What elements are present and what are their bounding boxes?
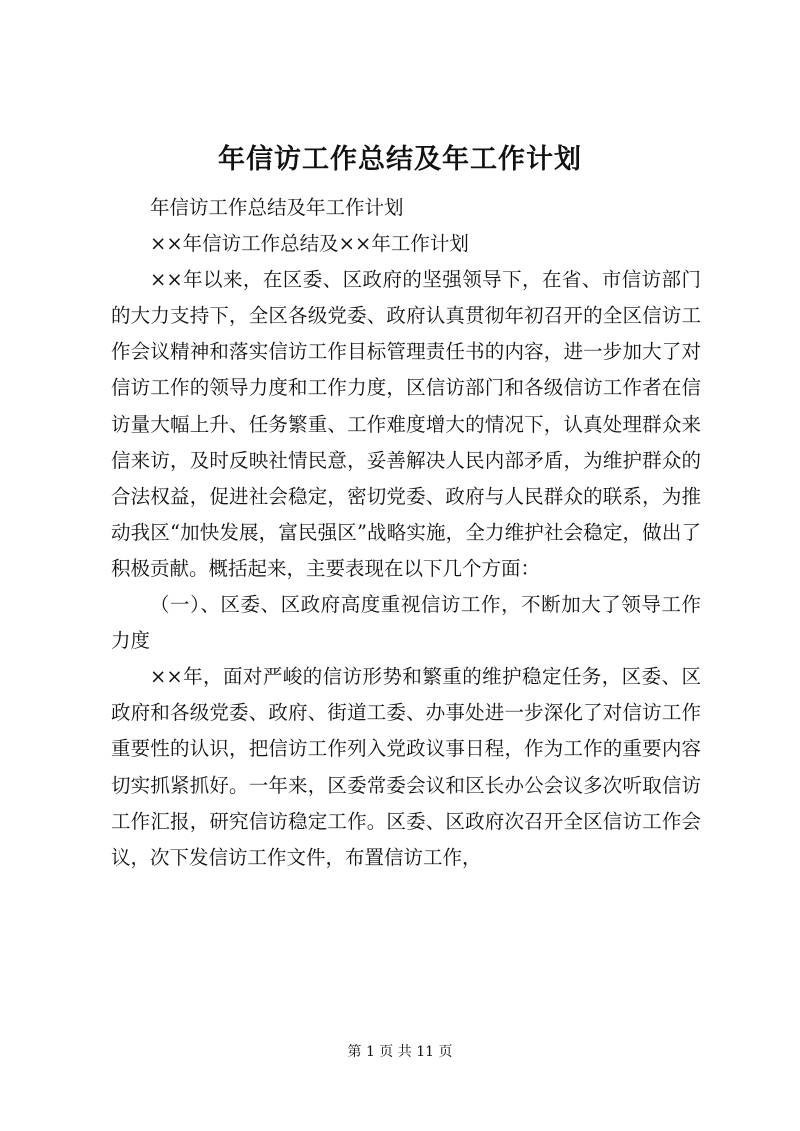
document-body <box>111 190 701 876</box>
paragraph-section-body: ××年，面对严峻的信访形势和繁重的维护稳定任务，区委、区政府和各级党委、政府、街道工委、办事处进一步深化了对信访工作重要性的认识，把信访工作列入党政议事日程，作为工作的重要内容切实抓紧抓好。一年来，区委常委会议和区长办公会议多次听取信访工作汇报，研究信访稳定工作。区委、区政府次召开全区信访工作会议，次下发信访工作文件，布置信访工作， <box>111 665 701 869</box>
paragraph-subtitle-2: ××年信访工作总结及××年工作计划 <box>150 232 469 256</box>
page-number-footer: 第 1 页 共 11 页 <box>347 1044 453 1060</box>
document-title: 年信访工作总结及年工作计划 <box>218 144 582 175</box>
paragraph-intro: ××年以来，在区委、区政府的坚强领导下，在省、市信访部门的大力支持下，全区各级党委、政府认真贯彻年初召开的全区信访工作会议精神和落实信访工作目标管理责任书的内容，进一步加大了对信访工作的领导力度和工作力度，区信访部门和各级信访工作者在信访量大幅上升、任务繁重、工作难度增大的情况下，认真处理群众来信来访，及时反映社情民意，妥善解决人民内部矛盾，为维护群众的合法权益，促进社会稳定，密切党委、政府与人民群众的联系，为推动我区“加快发展，富民强区”战略实施，全力维护社会稳定，做出了积极贡献。概括起来，主要表现在以下几个方面： <box>111 268 701 580</box>
paragraph-section-heading: （一）、区委、区政府高度重视信访工作，不断加大了领导工作力度 <box>111 593 701 653</box>
paragraph-subtitle: 年信访工作总结及年工作计划 <box>150 196 404 219</box>
